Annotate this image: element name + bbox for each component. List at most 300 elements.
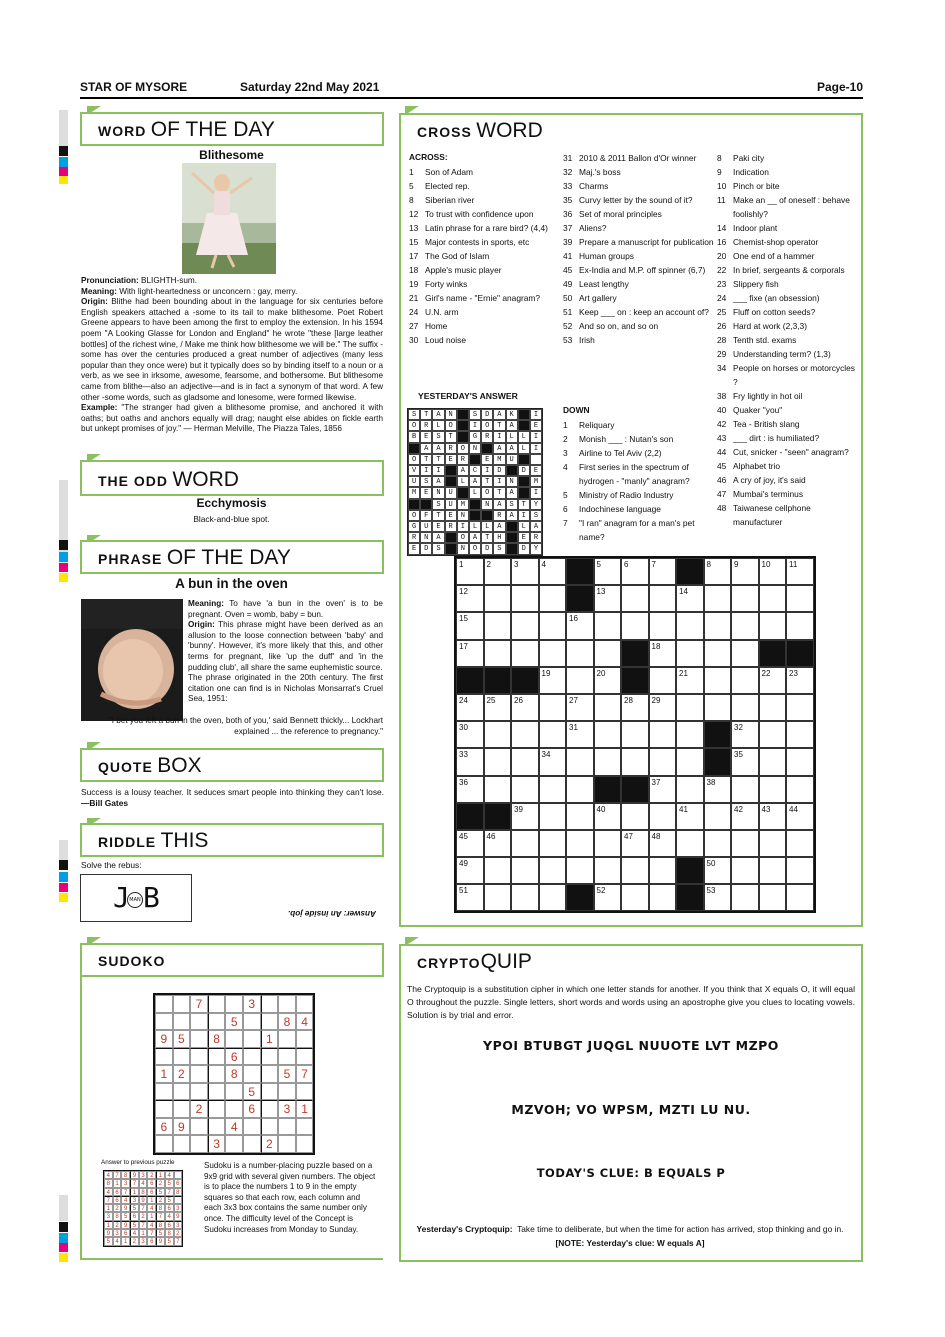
crossword-cell[interactable]: 12 [456, 585, 484, 612]
sudoku-cell: 1 [296, 1100, 314, 1118]
clue-number: 45 [563, 265, 573, 275]
yesterday-cell: A [420, 443, 432, 454]
sudoku-cell: 4 [296, 1013, 314, 1031]
crossword-cell[interactable] [511, 721, 539, 748]
yesterday-cell: R [408, 532, 420, 543]
sudoku-cell[interactable] [173, 995, 191, 1013]
solution-cell: 5 [130, 1204, 139, 1212]
clue-number: 37 [563, 223, 573, 233]
crossword-cell[interactable] [594, 748, 622, 775]
crossword-cell[interactable] [731, 640, 759, 667]
crossword-cell[interactable]: 8 [704, 558, 732, 585]
sudoku-cell[interactable] [208, 1048, 226, 1066]
sudoku-cell: 5 [243, 1083, 261, 1101]
crossword-cell[interactable]: 30 [456, 721, 484, 748]
sudoku-cell[interactable] [190, 1083, 208, 1101]
sudoku-cell[interactable] [261, 1013, 279, 1031]
yesterday-block [445, 532, 457, 543]
crossword-cell[interactable] [511, 748, 539, 775]
clue-number: 32 [563, 167, 573, 177]
yesterday-block [469, 499, 481, 510]
crossword-cell[interactable]: 29 [649, 694, 677, 721]
solution-cell: 6 [121, 1229, 130, 1237]
sudoku-cell[interactable] [243, 1030, 261, 1048]
yesterday-block [457, 431, 469, 442]
sudoku-cell[interactable] [225, 1083, 243, 1101]
clue-text: Pinch or bite [733, 181, 780, 191]
sudoku-cell[interactable] [243, 1118, 261, 1136]
crossword-cell[interactable]: 21 [676, 667, 704, 694]
crossword-cell[interactable]: 43 [759, 803, 787, 830]
crossword-cell[interactable] [704, 803, 732, 830]
clue-item [563, 179, 715, 193]
yesterday-cell: U [506, 454, 518, 465]
sudoku-cell[interactable] [243, 1048, 261, 1066]
solution-cell: 9 [156, 1237, 165, 1245]
crossword-cell[interactable] [649, 857, 677, 884]
crossword-cell[interactable] [731, 830, 759, 857]
quote-header: QUOTE BOX [80, 748, 384, 782]
crossword-cell[interactable] [621, 612, 649, 639]
crossword-cell[interactable] [649, 721, 677, 748]
sudoku-cell[interactable] [278, 1048, 296, 1066]
crossword-cell[interactable]: 5 [594, 558, 622, 585]
odd-word: Ecchymosis [196, 496, 267, 510]
clue-number: 19 [409, 279, 419, 289]
solution-cell: 1 [147, 1196, 156, 1204]
solution-cell: 4 [139, 1179, 148, 1187]
yesterday-cell: D [481, 409, 493, 420]
yesterday-cell: O [481, 487, 493, 498]
crossword-cell[interactable] [731, 776, 759, 803]
crossword-cell[interactable] [786, 830, 814, 857]
crossword-cell[interactable]: 2 [484, 558, 512, 585]
solution-cell: 6 [165, 1221, 174, 1229]
crossword-cell[interactable]: 41 [676, 803, 704, 830]
crossword-cell[interactable] [676, 640, 704, 667]
crossword-cell[interactable] [704, 667, 732, 694]
crossword-cell[interactable] [484, 776, 512, 803]
registration-magenta [59, 1243, 68, 1252]
crossword-cell[interactable] [731, 612, 759, 639]
yesterday-block [506, 465, 518, 476]
yesterday-block [518, 409, 530, 420]
sudoku-cell[interactable] [261, 1048, 279, 1066]
solution-cell: 2 [147, 1171, 156, 1179]
crossword-cell[interactable] [621, 585, 649, 612]
solution-cell: 6 [147, 1179, 156, 1187]
crossword-cell[interactable] [649, 585, 677, 612]
sudoku-cell[interactable] [278, 995, 296, 1013]
sudoku-cell[interactable] [278, 1030, 296, 1048]
yesterday-cell: O [469, 543, 481, 555]
crossword-cell[interactable] [704, 612, 732, 639]
crossword-cell[interactable]: 40 [594, 803, 622, 830]
solution-cell: 7 [147, 1229, 156, 1237]
crossword-cell[interactable] [786, 748, 814, 775]
sudoku-cell[interactable] [296, 1083, 314, 1101]
crossword-cell[interactable] [731, 857, 759, 884]
clue-number: 28 [717, 335, 727, 345]
crossword-cell[interactable] [759, 884, 787, 911]
solution-cell: 5 [156, 1188, 165, 1196]
sudoku-cell[interactable] [261, 1100, 279, 1118]
crossword-cell[interactable] [566, 857, 594, 884]
sudoku-cell[interactable] [225, 995, 243, 1013]
sudoku-cell[interactable] [278, 1135, 296, 1153]
crossword-cell[interactable]: 7 [649, 558, 677, 585]
crossword-cell[interactable] [484, 612, 512, 639]
clue-text: Girl's name - "Ernie" anagram? [425, 293, 541, 303]
crossword-cell[interactable]: 38 [704, 776, 732, 803]
crossword-cell[interactable] [511, 884, 539, 911]
sudoku-cell[interactable] [190, 1118, 208, 1136]
clue-text: Home [425, 321, 448, 331]
sudoku-cell[interactable] [173, 1100, 191, 1118]
crossword-cell[interactable] [649, 612, 677, 639]
crossword-cell[interactable]: 44 [786, 803, 814, 830]
sudoku-cell[interactable] [261, 995, 279, 1013]
crossword-cell[interactable]: 16 [566, 612, 594, 639]
clue-item [717, 403, 857, 417]
sudoku-cell[interactable] [155, 1048, 173, 1066]
crossword-cell[interactable]: 26 [511, 694, 539, 721]
registration-yellow [59, 893, 68, 902]
crossword-cell[interactable]: 34 [539, 748, 567, 775]
crossword-cell[interactable] [731, 585, 759, 612]
yesterday-cell: A [530, 521, 542, 532]
crossword-cell[interactable] [786, 857, 814, 884]
crossword-cell[interactable]: 19 [539, 667, 567, 694]
crossword-cell[interactable] [786, 585, 814, 612]
crossword-cell[interactable] [539, 857, 567, 884]
sudoku-cell[interactable] [208, 1083, 226, 1101]
crossword-cell[interactable] [649, 667, 677, 694]
sudoku-cell[interactable] [173, 1048, 191, 1066]
crossword-cell[interactable]: 39 [511, 803, 539, 830]
sudoku-cell[interactable] [173, 1135, 191, 1153]
crossword-cell[interactable] [649, 803, 677, 830]
word-of-day-body: Pronunciation: BLIGHTH-sum. Meaning: With light-heartedness or unconcern : gay, merry. Origin: Blithe had been bounding about in the language for six centuries before English speakers attached a -some to its tail to make blithesome. Poet Robert Greene appears to have been among the first to employ the extension. In his 1594 poem "A Looking Glasse for London and England" he wrote "these [large leather bottles] of the richest wine, / Make me think how blithesome we will be." The suffix -some has over the centuries produced a great number of adjectives (many less popular than they once were) but it typically does so by binding itself to a noun or a verb, as we see in irksome, awesome, fearsome, and bothersome. But blithesome came from blithe—also an adjective—and is in fact a synonym of that word. A few other -some words, such as gladsome and lonesome, were formed likewise. Example: "The stranger had given a blithesome promise, and anchored it with oaths; but oaths and anchors equally will drag; naught else abides on fickle earth but unkept promises of joy." — Herman Melville, The Piazza Tales, 1856 [81, 276, 383, 434]
crossword-cell[interactable] [759, 721, 787, 748]
sudoku-cell[interactable] [208, 1118, 226, 1136]
crossword-cell[interactable] [759, 585, 787, 612]
crossword-cell[interactable] [731, 694, 759, 721]
crossword-cell[interactable]: 20 [594, 667, 622, 694]
crossword-cell[interactable] [539, 612, 567, 639]
crossword-cell[interactable]: 27 [566, 694, 594, 721]
crossword-cell[interactable]: 53 [704, 884, 732, 911]
sudoku-cell[interactable] [296, 995, 314, 1013]
crossword-cell[interactable] [484, 640, 512, 667]
crossword-cell[interactable]: 36 [456, 776, 484, 803]
crossword-cell[interactable] [704, 830, 732, 857]
crossword-cell[interactable]: 42 [731, 803, 759, 830]
sudoku-cell[interactable] [190, 1013, 208, 1031]
sudoku-cell[interactable] [208, 1013, 226, 1031]
crossword-cell[interactable] [484, 857, 512, 884]
sudoku-cell[interactable] [155, 1100, 173, 1118]
solution-cell: 4 [121, 1196, 130, 1204]
page-header [80, 80, 863, 99]
crossword-cell[interactable] [539, 640, 567, 667]
sudoku-cell[interactable] [190, 1030, 208, 1048]
crossword-cell[interactable]: 4 [539, 558, 567, 585]
sudoku-cell[interactable] [173, 1083, 191, 1101]
crossword-cell[interactable] [621, 857, 649, 884]
crossword-cell[interactable] [676, 748, 704, 775]
clue-item [409, 193, 561, 207]
crossword-cell[interactable]: 14 [676, 585, 704, 612]
crossword-cell[interactable]: 33 [456, 748, 484, 775]
crossword-cell[interactable]: 10 [759, 558, 787, 585]
crossword-cell[interactable] [786, 884, 814, 911]
solution-cell: 8 [156, 1204, 165, 1212]
registration-cyan [59, 552, 68, 562]
crossword-cell[interactable] [566, 748, 594, 775]
yesterday-cell: A [469, 532, 481, 543]
sudoku-cell[interactable] [190, 1135, 208, 1153]
sudoku-cell[interactable] [225, 1030, 243, 1048]
crossword-cell[interactable] [759, 612, 787, 639]
yesterday-block [506, 532, 518, 543]
yesterday-cell: G [469, 431, 481, 442]
crossword-cell[interactable] [539, 721, 567, 748]
sudoku-cell: 5 [225, 1013, 243, 1031]
yesterday-cell: I [518, 510, 530, 521]
crossword-block [676, 857, 704, 884]
clue-number: 44 [717, 447, 727, 457]
crossword-cell[interactable] [649, 748, 677, 775]
crossword-cell[interactable]: 11 [786, 558, 814, 585]
sudoku-cell[interactable] [173, 1013, 191, 1031]
crossword-cell[interactable] [566, 776, 594, 803]
clue-item [409, 249, 561, 263]
crossword-cell[interactable] [594, 721, 622, 748]
clue-text: ___ dirt : is humiliated? [733, 433, 820, 443]
crossword-cell[interactable] [731, 884, 759, 911]
sudoku-cell[interactable] [208, 1100, 226, 1118]
crossword-cell[interactable] [786, 721, 814, 748]
crossword-cell[interactable]: 51 [456, 884, 484, 911]
crossword-cell[interactable]: 46 [484, 830, 512, 857]
crossword-cell[interactable]: 37 [649, 776, 677, 803]
clue-item [717, 277, 857, 291]
yesterday-cell: O [408, 420, 420, 431]
clue-item [717, 487, 857, 501]
clue-number: 6 [563, 504, 568, 514]
crossword-cell[interactable] [786, 776, 814, 803]
crossword-cell[interactable] [621, 721, 649, 748]
crossword-cell[interactable]: 3 [511, 558, 539, 585]
crossword-cell[interactable]: 52 [594, 884, 622, 911]
crossword-cell[interactable]: 47 [621, 830, 649, 857]
clue-number: 42 [717, 419, 727, 429]
crossword-cell[interactable] [704, 585, 732, 612]
crossword-cell[interactable] [759, 830, 787, 857]
yesterday-cell: O [481, 420, 493, 431]
crossword-cell[interactable] [594, 694, 622, 721]
odd-word-meaning: Black-and-blue spot. [193, 514, 270, 524]
crossword-cell[interactable]: 13 [594, 585, 622, 612]
crossword-cell[interactable] [539, 694, 567, 721]
crossword-cell[interactable] [566, 640, 594, 667]
crossword-cell[interactable] [511, 830, 539, 857]
crossword-cell[interactable] [649, 884, 677, 911]
clue-number: 41 [563, 251, 573, 261]
crossword-cell[interactable]: 28 [621, 694, 649, 721]
crossword-cell[interactable] [621, 884, 649, 911]
crossword-cell[interactable] [511, 776, 539, 803]
crossword-cell[interactable]: 48 [649, 830, 677, 857]
registration-bar [59, 1195, 68, 1221]
crossword-cell[interactable]: 23 [786, 667, 814, 694]
crossword-cell[interactable] [786, 694, 814, 721]
solution-cell [174, 1171, 183, 1179]
solution-cell: 3 [174, 1204, 183, 1212]
crossword-cell[interactable] [676, 612, 704, 639]
crossword-cell[interactable] [621, 748, 649, 775]
crossword-cell[interactable] [759, 776, 787, 803]
solution-cell: 3 [174, 1221, 183, 1229]
crossword-cell[interactable]: 45 [456, 830, 484, 857]
sudoku-cell[interactable] [296, 1030, 314, 1048]
registration-bar [59, 110, 68, 146]
crossword-cell[interactable]: 49 [456, 857, 484, 884]
crossword-block [456, 803, 484, 830]
clue-number: 36 [563, 209, 573, 219]
sudoku-cell[interactable] [296, 1048, 314, 1066]
crossword-cell[interactable] [594, 857, 622, 884]
crossword-cell[interactable] [676, 830, 704, 857]
sudoku-cell: 9 [173, 1118, 191, 1136]
sudoku-cell[interactable] [261, 1083, 279, 1101]
solution-cell: 1 [104, 1221, 113, 1229]
yesterday-cell: L [481, 521, 493, 532]
crossword-cell[interactable] [759, 857, 787, 884]
crossword-cell[interactable] [566, 830, 594, 857]
crossword-cell[interactable] [594, 612, 622, 639]
crossword-cell[interactable] [511, 612, 539, 639]
crossword-cell[interactable] [676, 694, 704, 721]
crossword-cell[interactable] [539, 776, 567, 803]
crossword-cell[interactable] [484, 884, 512, 911]
crossword-cell[interactable]: 24 [456, 694, 484, 721]
sudoku-cell[interactable] [261, 1118, 279, 1136]
crossword-cell[interactable] [511, 585, 539, 612]
crossword-cell[interactable] [759, 748, 787, 775]
crossword-cell[interactable] [484, 748, 512, 775]
crossword-cell[interactable] [566, 667, 594, 694]
registration-black [59, 146, 68, 156]
rebus-letter-b: B [143, 881, 160, 914]
sudoku-cell[interactable] [225, 1100, 243, 1118]
solution-cell: 9 [121, 1204, 130, 1212]
crossword-cell[interactable] [704, 694, 732, 721]
crossword-cell[interactable] [539, 803, 567, 830]
crossword-cell[interactable]: 35 [731, 748, 759, 775]
sudoku-cell[interactable] [278, 1083, 296, 1101]
crossword-cell[interactable] [676, 721, 704, 748]
crossword-cell[interactable]: 32 [731, 721, 759, 748]
crossword-cell[interactable] [594, 640, 622, 667]
crossword-cell[interactable] [786, 612, 814, 639]
sudoku-cell[interactable] [155, 1135, 173, 1153]
sudoku-cell[interactable] [278, 1118, 296, 1136]
sudoku-cell[interactable] [208, 1065, 226, 1083]
crossword-cell[interactable] [566, 803, 594, 830]
crossword-grid[interactable] [454, 556, 816, 913]
sudoku-cell[interactable] [190, 1065, 208, 1083]
crossword-cell[interactable] [539, 585, 567, 612]
clue-text: Aliens? [579, 223, 607, 233]
crossword-block [621, 776, 649, 803]
sudoku-cell[interactable] [243, 1065, 261, 1083]
clue-text: Art gallery [579, 293, 617, 303]
crossword-cell[interactable] [594, 830, 622, 857]
crossword-cell[interactable]: 22 [759, 667, 787, 694]
crossword-cell[interactable] [621, 803, 649, 830]
crossword-cell[interactable]: 9 [731, 558, 759, 585]
solution-cell: 4 [104, 1188, 113, 1196]
rebus-letter-o: MAN [127, 892, 143, 908]
sudoku-cell[interactable] [155, 1083, 173, 1101]
crossword-cell[interactable]: 25 [484, 694, 512, 721]
crossword-cell[interactable] [511, 640, 539, 667]
crossword-cell[interactable] [731, 667, 759, 694]
sudoku-cell[interactable] [296, 1135, 314, 1153]
sudoku-cell[interactable] [155, 1013, 173, 1031]
crossword-cell[interactable] [484, 585, 512, 612]
crossword-cell[interactable] [484, 721, 512, 748]
yesterday-cell: L [432, 420, 444, 431]
section-title-small: WORD [98, 123, 147, 139]
crossword-cell[interactable]: 6 [621, 558, 649, 585]
crossword-cell[interactable] [511, 857, 539, 884]
crossword-cell[interactable] [704, 640, 732, 667]
solution-cell: 1 [147, 1212, 156, 1220]
crossword-cell[interactable] [676, 776, 704, 803]
sudoku-cell[interactable] [208, 995, 226, 1013]
sudoku-cell[interactable] [243, 1135, 261, 1153]
cryptoquip-intro: The Cryptoquip is a substitution cipher in which one letter stands for another. If you think that X equals O, it will equal O throughout the puzzle. Single letters, short words and words using an apostrophe give you clues to locating vowels. Solution is by trial and error. [407, 984, 855, 1020]
solution-cell: 4 [130, 1229, 139, 1237]
clue-number: 18 [409, 265, 419, 275]
crossword-cell[interactable]: 17 [456, 640, 484, 667]
crossword-cell[interactable]: 15 [456, 612, 484, 639]
yesterday-cell: E [481, 454, 493, 465]
sudoku-grid[interactable] [153, 993, 315, 1155]
sudoku-cell[interactable] [243, 1013, 261, 1031]
solution-cell: 2 [113, 1221, 122, 1229]
crossword-cell[interactable]: 50 [704, 857, 732, 884]
crossword-cell[interactable] [539, 830, 567, 857]
sudoku-cell[interactable] [225, 1135, 243, 1153]
across-label: ACROSS: [409, 152, 448, 162]
crossword-block [621, 640, 649, 667]
crossword-cell[interactable]: 18 [649, 640, 677, 667]
sudoku-cell[interactable] [261, 1065, 279, 1083]
crossword-cell[interactable]: 1 [456, 558, 484, 585]
solution-cell: 5 [165, 1196, 174, 1204]
sudoku-cell[interactable] [155, 995, 173, 1013]
sudoku-cell[interactable] [296, 1118, 314, 1136]
crossword-cell[interactable] [759, 694, 787, 721]
yesterday-cell: I [530, 409, 542, 420]
sudoku-cell[interactable] [190, 1048, 208, 1066]
crossword-cell[interactable] [539, 884, 567, 911]
crossword-cell[interactable]: 31 [566, 721, 594, 748]
